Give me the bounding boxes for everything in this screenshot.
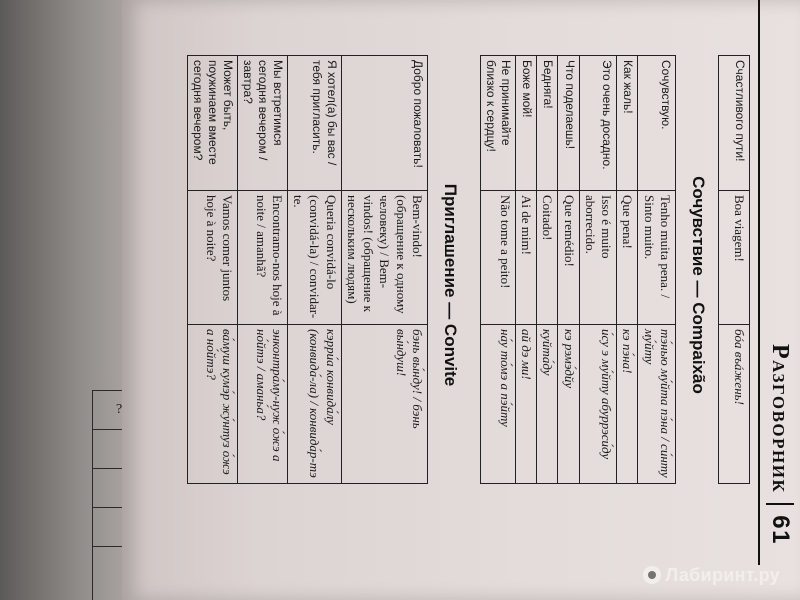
russian-cell: Я хотел(а) бы вас / тебя пригласить. [288, 56, 342, 191]
table-row [638, 56, 676, 484]
portuguese-cell: Bem-vindo! (обращение к одному человеку) / Bem-vindos! (обращение к нескольким людям) [341, 191, 427, 325]
portuguese-cell: Tenho muita pena. / Sinto muito. [638, 191, 676, 325]
table-row [558, 56, 579, 484]
russian-cell: Что поделаешь! [558, 56, 579, 191]
page-title: Разговорник [767, 343, 794, 494]
portuguese-cell: Queria convidá-lo (convidá-la) / convidar-te. [288, 191, 342, 325]
page-content [152, 0, 800, 565]
russian-cell: Это очень досадно. [579, 56, 617, 191]
table-row [516, 56, 537, 484]
russian-cell: Бедняга! [537, 56, 558, 191]
table-row [579, 56, 617, 484]
russian-cell: Счастливого пути! [719, 56, 750, 191]
table-row [341, 56, 427, 484]
transcription-cell: ай дэ ми! [516, 325, 537, 484]
russian-cell: Не принимайте близко к сердцу! [481, 56, 516, 191]
sympathy-table [480, 55, 676, 484]
portuguese-cell: Vamos comer juntos hoje à noite? [188, 191, 238, 325]
section-heading-sympathy: Сочувствие — Compaixão [689, 176, 708, 394]
transcription-cell: кэ пэ́на! [617, 325, 638, 484]
header-divider [766, 503, 794, 505]
table-row [481, 56, 516, 484]
top-table [718, 55, 750, 484]
transcription-cell: кэрри́а конвида́лу (конвида́-ла) / конвида́р-тэ [288, 325, 342, 484]
transcription-cell: энконтра́му-нуж о́жэ а но́йтэ / амань́а? [238, 325, 288, 484]
russian-cell: Может быть, поужинаем вместе сегодня вечером? [188, 56, 238, 191]
russian-cell: Мы встретимся сегодня вечером / завтра? [238, 56, 288, 191]
left-page [0, 0, 128, 600]
page-header [758, 0, 800, 565]
portuguese-cell: Não tome a peito! [481, 191, 516, 325]
table-row [537, 56, 558, 484]
table-row [288, 56, 342, 484]
labirint-logo-icon [643, 566, 661, 584]
russian-cell: Боже мой! [516, 56, 537, 191]
page-number: 61 [767, 515, 794, 545]
portuguese-cell: Encontramo-nos hoje à noite / amanhã? [238, 191, 288, 325]
section-heading-invitation: Приглашение — Convite [441, 183, 460, 387]
watermark-text: Лабиринт.ру [665, 565, 780, 585]
russian-cell: Как жаль! [617, 56, 638, 191]
transcription-cell: ва́муш кумэ́р жу́нтуз о́жэ а но́йтэ? [188, 325, 238, 484]
portuguese-cell: Boa viagem! [719, 191, 750, 325]
transcription-cell: кэ рэмэ́дйу [558, 325, 579, 484]
transcription-cell: бэнь вы́нду! / бэнь вы́ндуш! [341, 325, 427, 484]
left-page-mark: ? [116, 402, 123, 417]
portuguese-cell: Isso é muito aborrecido. [579, 191, 617, 325]
watermark [643, 565, 780, 586]
russian-cell: Добро пожаловать! [341, 56, 427, 191]
transcription-cell: куйта́ду [537, 325, 558, 484]
table-row [238, 56, 288, 484]
portuguese-cell: Que pena! [617, 191, 638, 325]
table-row [617, 56, 638, 484]
russian-cell: Сочувствую. [638, 56, 676, 191]
book-page [122, 0, 800, 600]
transcription-cell: на́у то́мэ а пэ́йту [481, 325, 516, 484]
portuguese-cell: Coitado! [537, 191, 558, 325]
invitation-table [187, 55, 428, 484]
transcription-cell: тэ́нью му́йта пэ́на / си́нту му́йту [638, 325, 676, 484]
table-row [719, 56, 750, 484]
transcription-cell: и́су э му́йту абуррэси́ду [579, 325, 617, 484]
portuguese-cell: Ai de mim! [516, 191, 537, 325]
portuguese-cell: Que remédio! [558, 191, 579, 325]
transcription-cell: бóа въáжень! [719, 325, 750, 484]
table-row [188, 56, 238, 484]
